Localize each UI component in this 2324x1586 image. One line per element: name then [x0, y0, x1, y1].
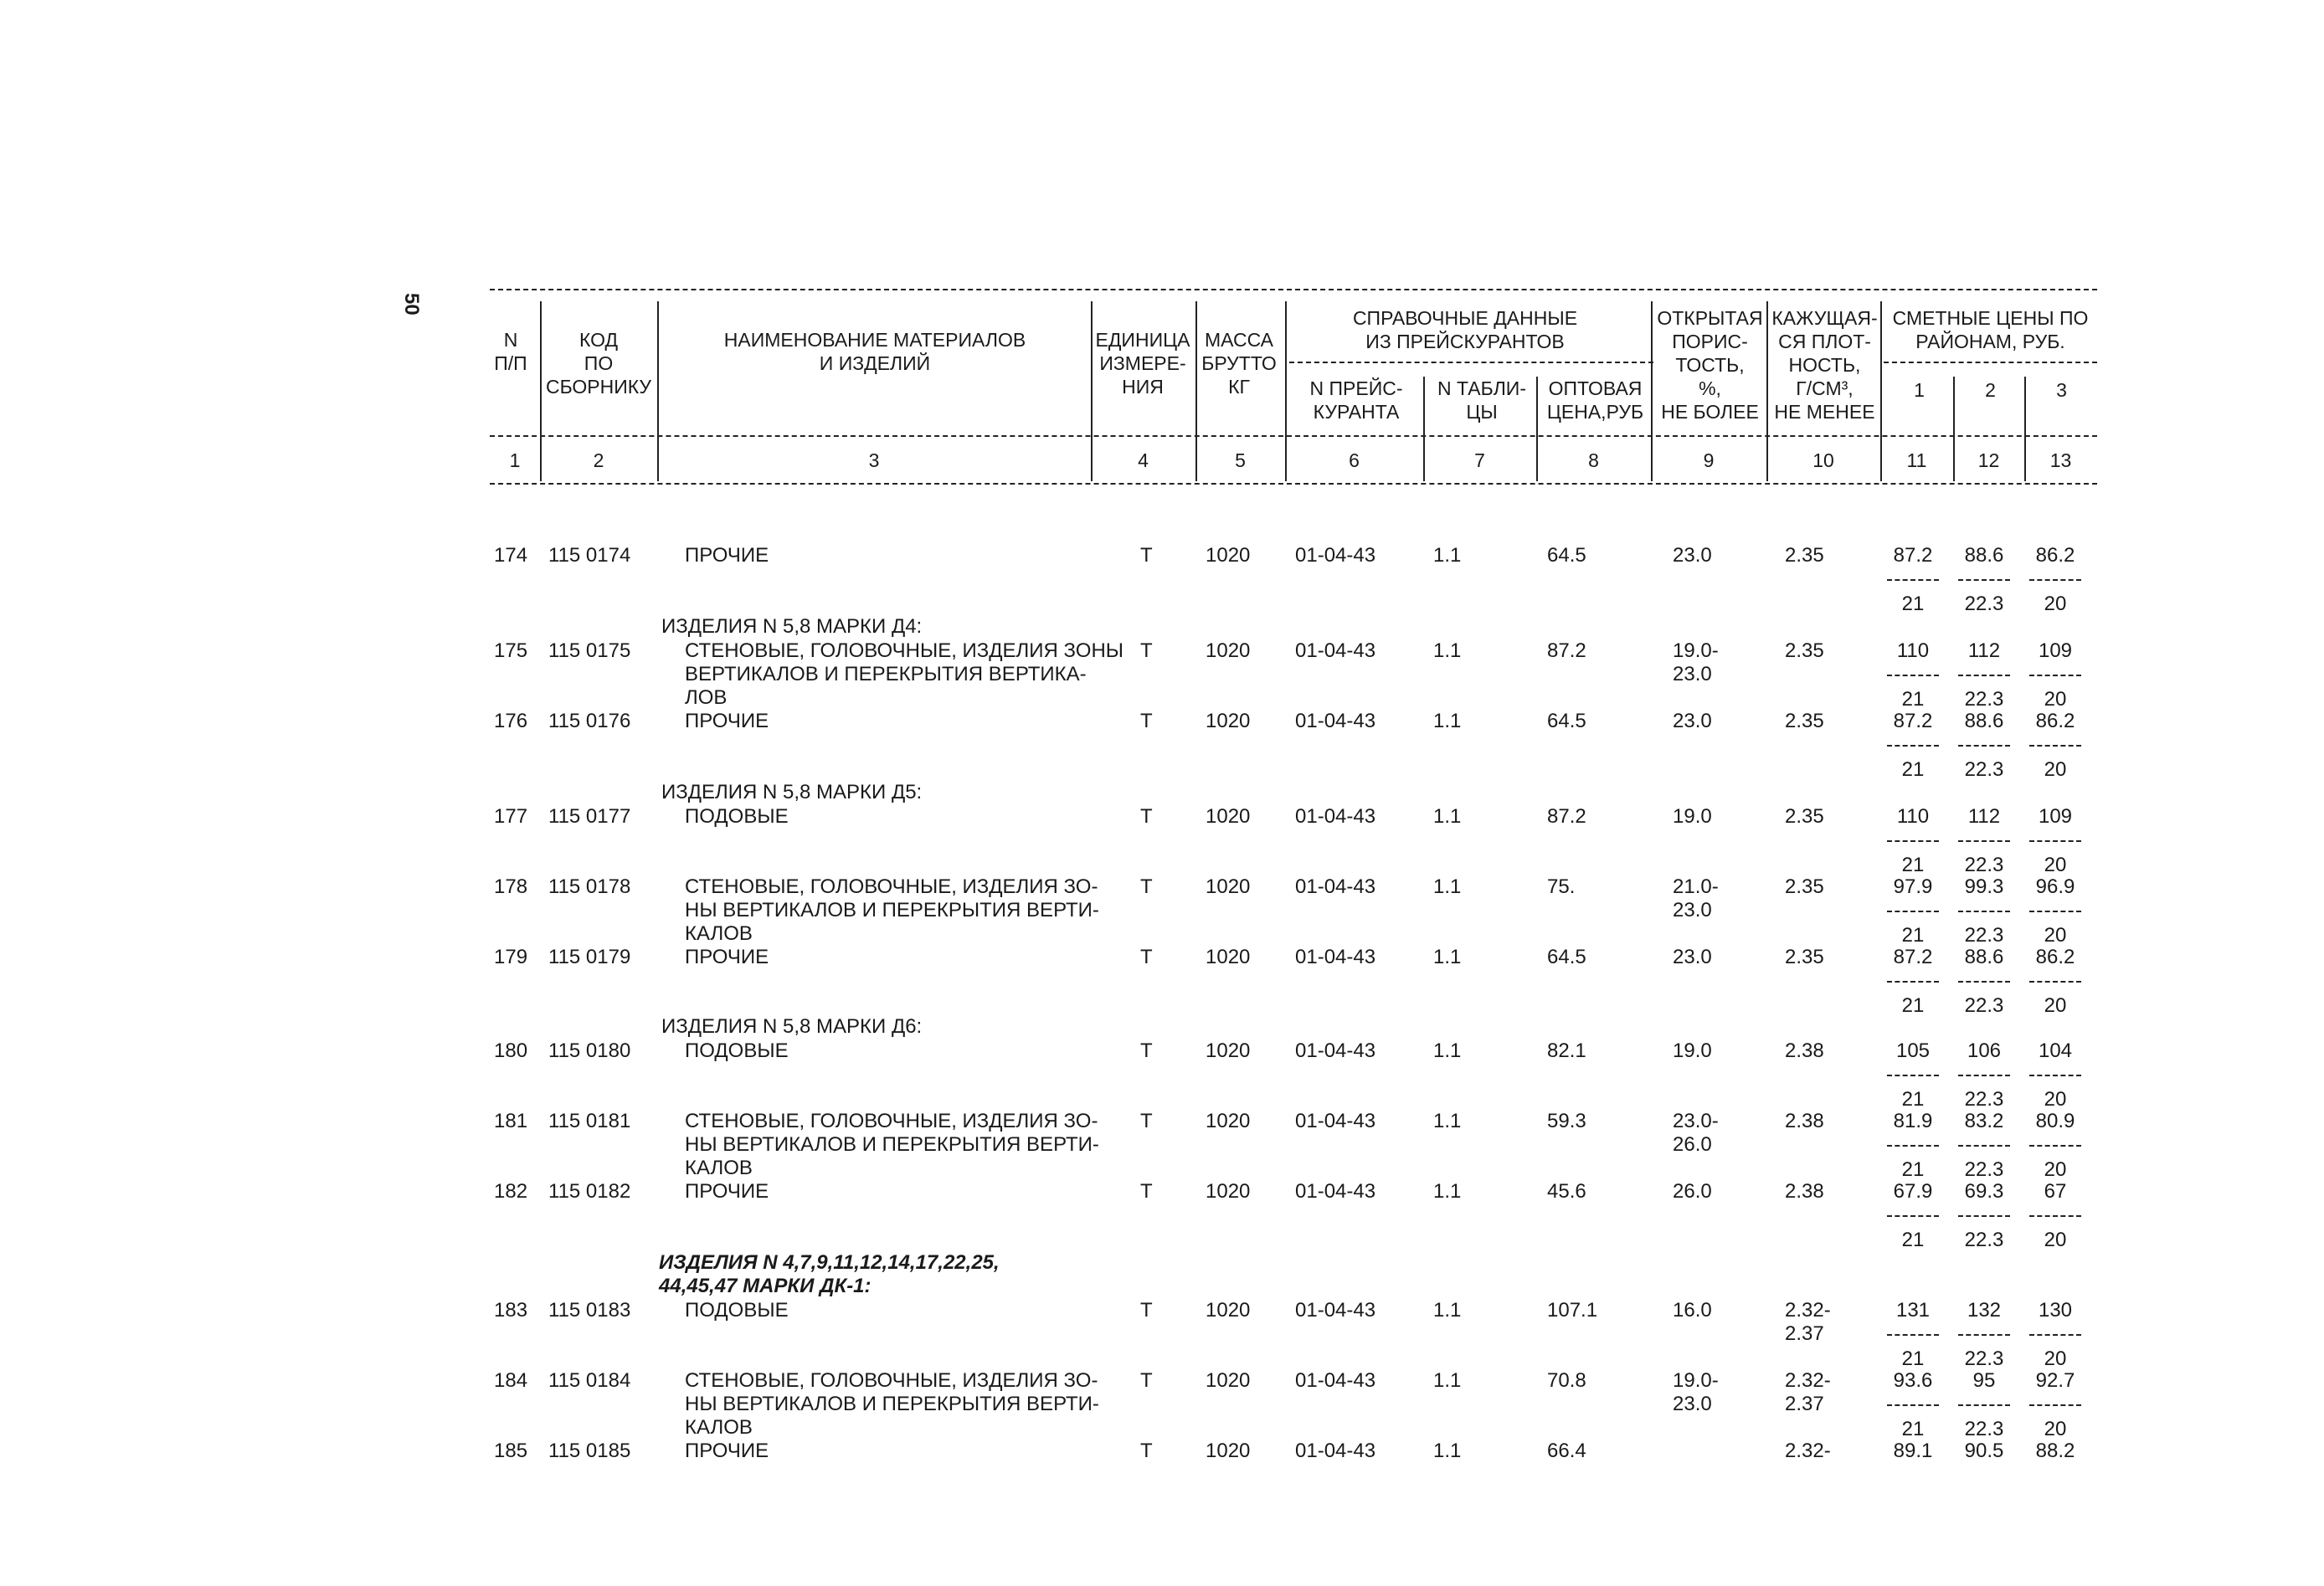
- fraction-bar: [2029, 1145, 2081, 1147]
- header-col-5: МАССА БРУТТО КГ: [1201, 329, 1277, 398]
- fraction-bar: [2029, 675, 2081, 676]
- row-n: 185: [494, 1440, 528, 1462]
- row-price-fraction: [1951, 1440, 2018, 1463]
- row-density: 2.35: [1785, 805, 1824, 828]
- header-col-3: НАИМЕНОВАНИЕ МАТЕРИАЛОВ И ИЗДЕЛИЙ: [723, 329, 1026, 374]
- row-price-denominator: 22.3: [1964, 688, 2004, 711]
- row-table: 1.1: [1433, 639, 1462, 662]
- row-price-denominator: 21: [1901, 593, 1925, 615]
- row-price-list: 01-04-43: [1295, 805, 1376, 828]
- header-mid-rule: [490, 435, 2097, 437]
- row-price-fraction: [1879, 1039, 1946, 1111]
- fraction-bar: [2029, 1334, 2081, 1336]
- row-wholesale: 107.1: [1547, 1299, 1598, 1322]
- row-price-fraction: [1951, 544, 2018, 616]
- fraction-bar: [1887, 1145, 1939, 1147]
- col-number: 10: [1812, 449, 1834, 471]
- row-n: 175: [494, 639, 528, 662]
- row-price-value: 130: [2038, 1299, 2073, 1322]
- row-unit: Т: [1140, 875, 1153, 898]
- row-unit: Т: [1140, 710, 1153, 732]
- row-density: 2.38: [1785, 1180, 1824, 1203]
- col-number: 4: [1138, 449, 1149, 471]
- fraction-bar: [2029, 840, 2081, 842]
- row-code: 115 0184: [548, 1369, 631, 1392]
- row-table: 1.1: [1433, 805, 1462, 828]
- row-price-value: 88.2: [2035, 1440, 2075, 1462]
- row-price-value: 88.6: [1964, 710, 2004, 732]
- row-price-value: 92.7: [2035, 1369, 2075, 1392]
- row-price-denominator: 20: [2044, 1088, 2067, 1111]
- row-price-denominator: 21: [1901, 1088, 1925, 1111]
- row-price-value: 87.2: [1893, 710, 1933, 732]
- row-density: 2.35: [1785, 544, 1824, 567]
- row-price-fraction: [1951, 946, 2018, 1018]
- row-price-fraction: [2022, 639, 2089, 711]
- row-price-value: 86.2: [2035, 710, 2075, 732]
- row-unit: Т: [1140, 544, 1153, 567]
- row-price-denominator: 20: [2044, 854, 2067, 876]
- row-name: ПРОЧИЕ: [685, 1440, 769, 1462]
- row-price-fraction: [1951, 1039, 2018, 1111]
- row-price-value: 112: [1967, 639, 2001, 662]
- row-table: 1.1: [1433, 875, 1462, 898]
- row-price-value: 96.9: [2035, 875, 2075, 898]
- fraction-bar: [1887, 1404, 1939, 1406]
- row-wholesale: 64.5: [1547, 710, 1586, 732]
- row-price-denominator: 21: [1901, 1158, 1925, 1181]
- section-heading-dk1: ИЗДЕЛИЯ N 4,7,9,11,12,14,17,22,25, 44,45,47 МАРКИ ДК-1:: [659, 1251, 1000, 1297]
- row-name: ПОДОВЫЕ: [685, 805, 789, 828]
- row-price-denominator: 22.3: [1964, 1418, 2004, 1440]
- row-price-fraction: [2022, 544, 2089, 616]
- header-group-reference: СПРАВОЧНЫЕ ДАННЫЕ ИЗ ПРЕЙСКУРАНТОВ: [1352, 307, 1578, 352]
- section-heading-d6: ИЗДЕЛИЯ N 5,8 МАРКИ Д6:: [661, 1015, 923, 1038]
- row-price-value: 131: [1895, 1299, 1931, 1322]
- header-col-12: 2: [1985, 379, 1996, 401]
- row-price-fraction: [1879, 1299, 1946, 1371]
- row-mass: 1020: [1206, 805, 1251, 828]
- col-number: 5: [1235, 449, 1246, 471]
- row-porosity: 21.0- 23.0: [1673, 875, 1719, 921]
- fraction-bar: [1887, 745, 1939, 747]
- row-price-fraction: [2022, 805, 2089, 877]
- row-code: 115 0180: [548, 1039, 631, 1062]
- row-mass: 1020: [1206, 1180, 1251, 1203]
- row-wholesale: 75.: [1547, 875, 1576, 898]
- row-price-denominator: 22.3: [1964, 1347, 2004, 1370]
- row-price-value: 88.6: [1964, 946, 2004, 968]
- row-price-fraction: [1879, 710, 1946, 782]
- row-price-list: 01-04-43: [1295, 946, 1376, 968]
- row-price-denominator: 22.3: [1964, 994, 2004, 1017]
- row-n: 176: [494, 710, 528, 732]
- row-price-denominator: 20: [2044, 688, 2067, 711]
- row-price-fraction: [1879, 875, 1946, 947]
- row-price-value: 81.9: [1893, 1110, 1933, 1132]
- row-table: 1.1: [1433, 1299, 1462, 1322]
- row-name: ПРОЧИЕ: [685, 544, 769, 567]
- row-price-value: 67.9: [1893, 1180, 1933, 1203]
- fraction-bar: [1958, 840, 2010, 842]
- row-name: СТЕНОВЫЕ, ГОЛОВОЧНЫЕ, ИЗДЕЛИЯ ЗО- НЫ ВЕРТИКАЛОВ И ПЕРЕКРЫТИЯ ВЕРТИ- КАЛОВ: [685, 1110, 1099, 1179]
- row-price-list: 01-04-43: [1295, 1299, 1376, 1322]
- row-unit: Т: [1140, 1039, 1153, 1062]
- row-price-fraction: [2022, 1369, 2089, 1441]
- row-wholesale: 64.5: [1547, 946, 1586, 968]
- row-porosity: 16.0: [1673, 1299, 1712, 1322]
- row-mass: 1020: [1206, 1440, 1251, 1462]
- row-wholesale: 59.3: [1547, 1110, 1586, 1132]
- row-price-fraction: [1879, 1369, 1946, 1441]
- row-price-denominator: 21: [1901, 758, 1925, 781]
- row-table: 1.1: [1433, 1440, 1462, 1462]
- col-number: 8: [1588, 449, 1599, 471]
- row-unit: Т: [1140, 805, 1153, 828]
- col-number: 6: [1349, 449, 1360, 471]
- row-price-fraction: [2022, 1440, 2089, 1463]
- row-price-value: 104: [2038, 1039, 2073, 1062]
- col-number: 13: [2049, 449, 2072, 471]
- row-price-denominator: 21: [1901, 688, 1925, 711]
- header-col-4: ЕДИНИЦА ИЗМЕРЕ- НИЯ: [1095, 329, 1190, 398]
- fraction-bar: [1958, 1145, 2010, 1147]
- col-number: 9: [1703, 449, 1715, 471]
- row-price-denominator: 20: [2044, 1418, 2067, 1440]
- header-col-1: N П/П: [494, 329, 527, 374]
- row-price-fraction: [2022, 1110, 2089, 1182]
- row-price-fraction: [1951, 710, 2018, 782]
- col-number: 1: [509, 449, 521, 471]
- row-price-value: 112: [1967, 805, 2001, 828]
- row-price-fraction: [2022, 1180, 2089, 1252]
- row-price-fraction: [1879, 1110, 1946, 1182]
- header-bottom-rule: [490, 483, 2097, 485]
- fraction-bar: [1887, 911, 1939, 912]
- row-price-list: 01-04-43: [1295, 1180, 1376, 1203]
- row-n: 179: [494, 946, 528, 968]
- row-porosity: 23.0: [1673, 544, 1712, 567]
- row-price-fraction: [1951, 1299, 2018, 1371]
- row-price-fraction: [1951, 875, 2018, 947]
- row-n: 183: [494, 1299, 528, 1322]
- row-porosity: 26.0: [1673, 1180, 1712, 1203]
- fraction-bar: [1958, 1334, 2010, 1336]
- row-price-fraction: [2022, 710, 2089, 782]
- row-price-value: 83.2: [1964, 1110, 2004, 1132]
- row-code: 115 0175: [548, 639, 631, 662]
- fraction-bar: [2029, 981, 2081, 983]
- row-price-denominator: 22.3: [1964, 593, 2004, 615]
- header-group-prices: СМЕТНЫЕ ЦЕНЫ ПО РАЙОНАМ, РУБ.: [1892, 307, 2089, 352]
- row-name: ПРОЧИЕ: [685, 946, 769, 968]
- row-price-denominator: 21: [1901, 1418, 1925, 1440]
- row-price-value: 110: [1896, 805, 1930, 828]
- row-name: СТЕНОВЫЕ, ГОЛОВОЧНЫЕ, ИЗДЕЛИЯ ЗО- НЫ ВЕРТИКАЛОВ И ПЕРЕКРЫТИЯ ВЕРТИ- КАЛОВ: [685, 875, 1099, 945]
- row-code: 115 0176: [548, 710, 631, 732]
- row-name: СТЕНОВЫЕ, ГОЛОВОЧНЫЕ, ИЗДЕЛИЯ ЗО- НЫ ВЕРТИКАЛОВ И ПЕРЕКРЫТИЯ ВЕРТИ- КАЛОВ: [685, 1369, 1099, 1439]
- fraction-bar: [1958, 745, 2010, 747]
- row-price-value: 97.9: [1893, 875, 1933, 898]
- fraction-bar: [1887, 1075, 1939, 1076]
- row-porosity: 19.0- 23.0: [1673, 639, 1719, 685]
- row-mass: 1020: [1206, 1369, 1251, 1392]
- row-price-value: 109: [2038, 639, 2073, 662]
- row-n: 180: [494, 1039, 528, 1062]
- fraction-bar: [1958, 981, 2010, 983]
- row-price-value: 67: [2044, 1180, 2067, 1203]
- row-price-denominator: 21: [1901, 994, 1925, 1017]
- header-top-rule: [490, 289, 2097, 290]
- header-group-rule-ref: [1289, 362, 1653, 363]
- row-porosity: 19.0: [1673, 1039, 1712, 1062]
- fraction-bar: [1887, 675, 1939, 676]
- row-wholesale: 45.6: [1547, 1180, 1586, 1203]
- row-price-list: 01-04-43: [1295, 710, 1376, 732]
- fraction-bar: [1887, 1334, 1939, 1336]
- fraction-bar: [1958, 1215, 2010, 1217]
- row-price-denominator: 22.3: [1964, 1158, 2004, 1181]
- row-price-value: 93.6: [1893, 1369, 1933, 1392]
- row-code: 115 0183: [548, 1299, 631, 1322]
- row-price-value: 90.5: [1964, 1440, 2004, 1462]
- row-density: 2.35: [1785, 946, 1824, 968]
- row-porosity: 23.0: [1673, 710, 1712, 732]
- row-mass: 1020: [1206, 639, 1251, 662]
- row-price-denominator: 22.3: [1964, 854, 2004, 876]
- row-price-value: 69.3: [1964, 1180, 2004, 1203]
- row-code: 115 0185: [548, 1440, 631, 1462]
- fraction-bar: [1958, 1075, 2010, 1076]
- row-price-fraction: [1879, 544, 1946, 616]
- col-number: 12: [1977, 449, 2000, 471]
- row-n: 184: [494, 1369, 528, 1392]
- row-price-value: 105: [1895, 1039, 1931, 1062]
- row-unit: Т: [1140, 1440, 1153, 1462]
- row-density: 2.35: [1785, 710, 1824, 732]
- row-price-fraction: [2022, 1039, 2089, 1111]
- row-price-denominator: 20: [2044, 1347, 2067, 1370]
- row-n: 182: [494, 1180, 528, 1203]
- row-wholesale: 66.4: [1547, 1440, 1586, 1462]
- fraction-bar: [1958, 579, 2010, 581]
- row-price-value: 99.3: [1964, 875, 2004, 898]
- row-table: 1.1: [1433, 1369, 1462, 1392]
- row-mass: 1020: [1206, 1299, 1251, 1322]
- row-unit: Т: [1140, 1180, 1153, 1203]
- row-price-fraction: [1879, 1180, 1946, 1252]
- row-price-value: 86.2: [2035, 544, 2075, 567]
- row-price-denominator: 22.3: [1964, 1229, 2004, 1251]
- row-price-denominator: 20: [2044, 924, 2067, 947]
- row-price-value: 110: [1896, 639, 1930, 662]
- fraction-bar: [1887, 579, 1939, 581]
- row-code: 115 0181: [548, 1110, 631, 1132]
- row-unit: Т: [1140, 1110, 1153, 1132]
- row-porosity: 19.0- 23.0: [1673, 1369, 1719, 1415]
- header-col-2: КОД ПО СБОРНИКУ: [545, 329, 652, 398]
- row-price-denominator: 20: [2044, 1158, 2067, 1181]
- row-name: ПРОЧИЕ: [685, 710, 769, 732]
- row-code: 115 0174: [548, 544, 631, 567]
- row-price-denominator: 20: [2044, 1229, 2067, 1251]
- fraction-bar: [2029, 1075, 2081, 1076]
- row-price-value: 109: [2038, 805, 2073, 828]
- header-col-6: N ПРЕЙС- КУРАНТА: [1309, 377, 1403, 423]
- row-unit: Т: [1140, 639, 1153, 662]
- row-price-list: 01-04-43: [1295, 639, 1376, 662]
- fraction-bar: [1958, 1404, 2010, 1406]
- row-price-denominator: 22.3: [1964, 1088, 2004, 1111]
- fraction-bar: [1887, 981, 1939, 983]
- header-group-rule-prices: [1884, 362, 2097, 363]
- col-number: 2: [593, 449, 604, 471]
- row-price-value: 132: [1967, 1299, 2002, 1322]
- col-number: 11: [1906, 449, 1927, 471]
- row-price-value: 87.2: [1893, 544, 1933, 567]
- row-price-fraction: [1879, 946, 1946, 1018]
- fraction-bar: [2029, 579, 2081, 581]
- header-col-13: 3: [2056, 379, 2067, 401]
- row-price-fraction: [1879, 805, 1946, 877]
- row-price-denominator: 21: [1901, 854, 1925, 876]
- header-col-10: КАЖУЩАЯ- СЯ ПЛОТ- НОСТЬ, Г/СМ³, НЕ МЕНЕЕ: [1771, 307, 1878, 423]
- row-density: 2.32-: [1785, 1440, 1831, 1462]
- row-unit: Т: [1140, 1299, 1153, 1322]
- row-price-fraction: [2022, 946, 2089, 1018]
- row-mass: 1020: [1206, 1039, 1251, 1062]
- row-price-value: 80.9: [2035, 1110, 2075, 1132]
- row-density: 2.35: [1785, 875, 1824, 898]
- row-mass: 1020: [1206, 710, 1251, 732]
- page-number: 50: [400, 293, 423, 316]
- row-wholesale: 82.1: [1547, 1039, 1586, 1062]
- row-wholesale: 87.2: [1547, 805, 1586, 828]
- row-price-value: 89.1: [1893, 1440, 1933, 1462]
- row-price-list: 01-04-43: [1295, 875, 1376, 898]
- section-heading-d5: ИЗДЕЛИЯ N 5,8 МАРКИ Д5:: [661, 781, 923, 803]
- fraction-bar: [2029, 745, 2081, 747]
- row-code: 115 0179: [548, 946, 631, 968]
- row-price-denominator: 21: [1901, 1229, 1925, 1251]
- row-code: 115 0182: [548, 1180, 631, 1203]
- row-name: СТЕНОВЫЕ, ГОЛОВОЧНЫЕ, ИЗДЕЛИЯ ЗОНЫ ВЕРТИКАЛОВ И ПЕРЕКРЫТИЯ ВЕРТИКА- ЛОВ: [685, 639, 1124, 709]
- row-price-denominator: 21: [1901, 1347, 1925, 1370]
- row-table: 1.1: [1433, 946, 1462, 968]
- row-price-fraction: [1879, 1440, 1946, 1463]
- fraction-bar: [2029, 911, 2081, 912]
- col-number: 3: [868, 449, 880, 471]
- row-code: 115 0177: [548, 805, 631, 828]
- row-price-value: 87.2: [1893, 946, 1933, 968]
- row-n: 178: [494, 875, 528, 898]
- header-col-7: N ТАБЛИ- ЦЫ: [1437, 377, 1526, 423]
- row-unit: Т: [1140, 946, 1153, 968]
- row-price-list: 01-04-43: [1295, 1110, 1376, 1132]
- row-price-list: 01-04-43: [1295, 1440, 1376, 1462]
- row-price-list: 01-04-43: [1295, 544, 1376, 567]
- fraction-bar: [2029, 1215, 2081, 1217]
- row-density: 2.32- 2.37: [1785, 1369, 1831, 1415]
- fraction-bar: [1887, 1215, 1939, 1217]
- row-code: 115 0178: [548, 875, 631, 898]
- row-n: 177: [494, 805, 528, 828]
- row-price-list: 01-04-43: [1295, 1369, 1376, 1392]
- fraction-bar: [1887, 840, 1939, 842]
- row-wholesale: 64.5: [1547, 544, 1586, 567]
- row-price-value: 106: [1967, 1039, 2002, 1062]
- fraction-bar: [1958, 911, 2010, 912]
- row-price-denominator: 20: [2044, 593, 2067, 615]
- row-wholesale: 87.2: [1547, 639, 1586, 662]
- row-table: 1.1: [1433, 544, 1462, 567]
- row-table: 1.1: [1433, 1039, 1462, 1062]
- row-porosity: 23.0- 26.0: [1673, 1110, 1719, 1156]
- row-price-denominator: 20: [2044, 994, 2067, 1017]
- row-density: 2.38: [1785, 1039, 1824, 1062]
- row-mass: 1020: [1206, 946, 1251, 968]
- row-price-fraction: [1951, 639, 2018, 711]
- fraction-bar: [1958, 675, 2010, 676]
- row-table: 1.1: [1433, 1180, 1462, 1203]
- col-number: 7: [1474, 449, 1485, 471]
- section-heading-d4: ИЗДЕЛИЯ N 5,8 МАРКИ Д4:: [661, 615, 923, 638]
- fraction-bar: [2029, 1404, 2081, 1406]
- row-porosity: 23.0: [1673, 946, 1712, 968]
- row-mass: 1020: [1206, 544, 1251, 567]
- row-mass: 1020: [1206, 1110, 1251, 1132]
- row-density: 2.32- 2.37: [1785, 1299, 1831, 1345]
- row-name: ПРОЧИЕ: [685, 1180, 769, 1203]
- row-price-denominator: 22.3: [1964, 758, 2004, 781]
- row-name: ПОДОВЫЕ: [685, 1299, 789, 1322]
- row-price-value: 88.6: [1964, 544, 2004, 567]
- row-price-fraction: [1951, 1110, 2018, 1182]
- row-price-denominator: 20: [2044, 758, 2067, 781]
- row-price-fraction: [2022, 1299, 2089, 1371]
- row-price-fraction: [1951, 1180, 2018, 1252]
- row-price-fraction: [1951, 805, 2018, 877]
- row-density: 2.35: [1785, 639, 1824, 662]
- row-price-fraction: [1951, 1369, 2018, 1441]
- row-unit: Т: [1140, 1369, 1153, 1392]
- row-price-fraction: [2022, 875, 2089, 947]
- row-mass: 1020: [1206, 875, 1251, 898]
- header-col-11: 1: [1914, 379, 1925, 401]
- row-n: 181: [494, 1110, 528, 1132]
- row-name: ПОДОВЫЕ: [685, 1039, 789, 1062]
- row-wholesale: 70.8: [1547, 1369, 1586, 1392]
- row-table: 1.1: [1433, 1110, 1462, 1132]
- header-col-8: ОПТОВАЯ ЦЕНА,РУБ: [1546, 377, 1644, 423]
- header-col-9: ОТКРЫТАЯ ПОРИС- ТОСТЬ, %, НЕ БОЛЕЕ: [1657, 307, 1763, 423]
- row-density: 2.38: [1785, 1110, 1824, 1132]
- row-price-fraction: [1879, 639, 1946, 711]
- row-n: 174: [494, 544, 528, 567]
- row-price-denominator: 21: [1901, 924, 1925, 947]
- row-price-value: 86.2: [2035, 946, 2075, 968]
- row-price-denominator: 22.3: [1964, 924, 2004, 947]
- row-price-list: 01-04-43: [1295, 1039, 1376, 1062]
- row-table: 1.1: [1433, 710, 1462, 732]
- row-porosity: 19.0: [1673, 805, 1712, 828]
- row-price-value: 95: [1972, 1369, 1996, 1392]
